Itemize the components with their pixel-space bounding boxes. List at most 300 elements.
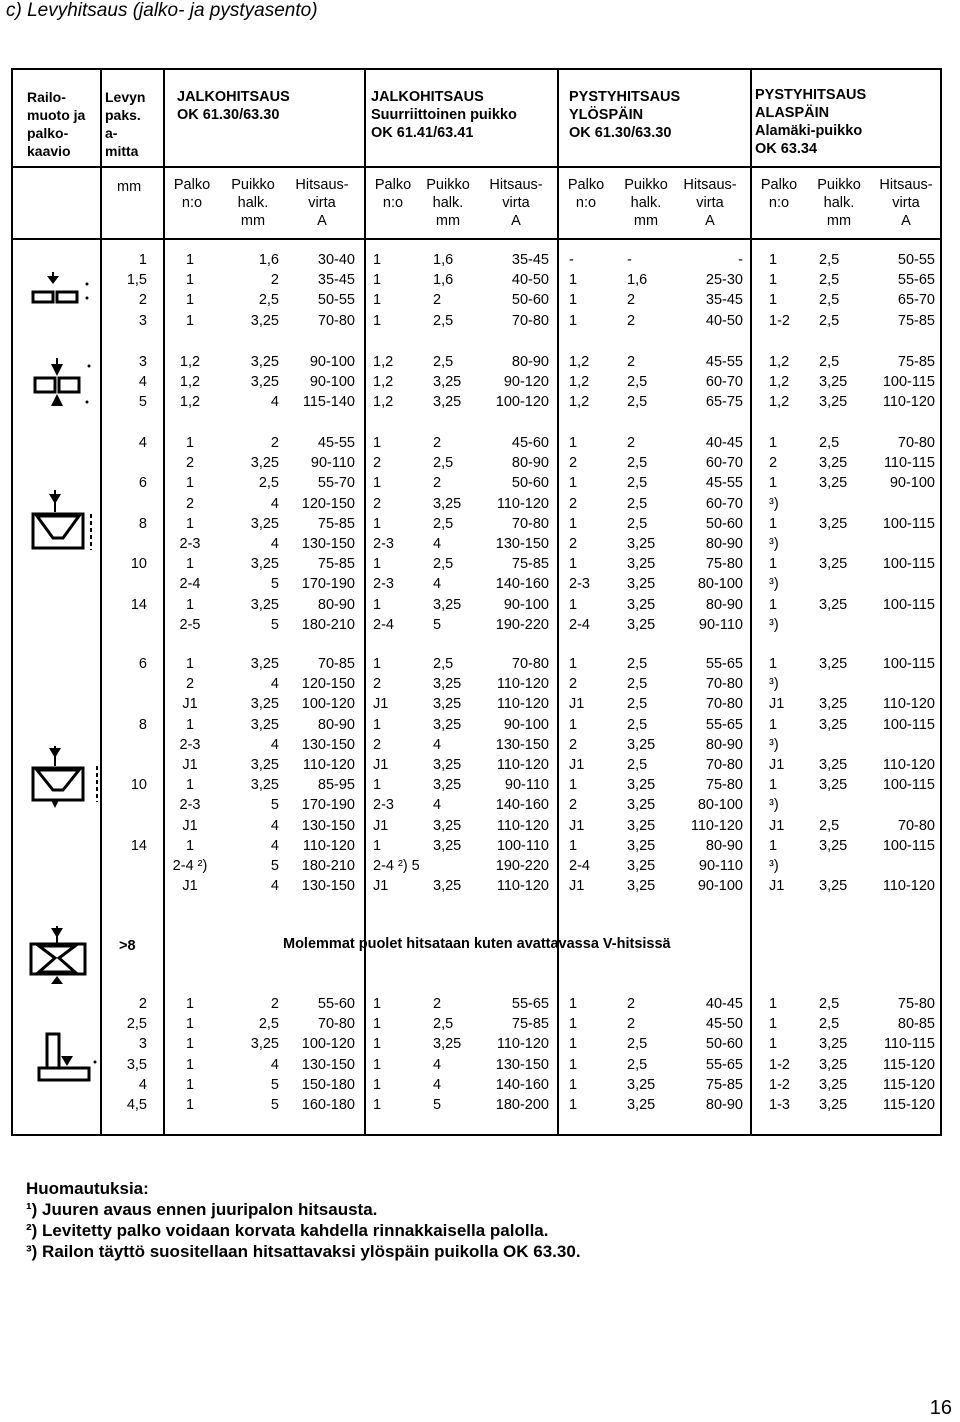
table-cell: 45-55: [317, 435, 355, 451]
table-cell: 2,5: [433, 312, 454, 329]
table-cell: 140-160: [495, 1076, 549, 1093]
table-cell: 90-110: [310, 455, 355, 472]
table-cell: 90-100: [889, 475, 935, 492]
table-cell: 3,25: [819, 837, 848, 854]
table-cell: -: [627, 252, 632, 268]
page-number: 16: [929, 1397, 952, 1419]
special-row-text: Molemmat puolet hitsataan kuten avattavassa V-hitsissä: [283, 936, 671, 952]
table-cell: 130-150: [301, 817, 355, 834]
table-cell: 2-5: [179, 616, 201, 633]
table-cell: J1: [769, 878, 785, 895]
table-cell: J1: [373, 817, 389, 834]
table-cell: 2: [433, 435, 442, 451]
table-cell: 2-3: [179, 797, 201, 814]
table-cell: ³): [769, 736, 779, 753]
table-cell: ³): [769, 616, 779, 633]
table-cell: 2: [627, 312, 636, 329]
table-cell: 2-4: [569, 616, 590, 633]
table-cell: 1,2: [769, 394, 790, 411]
t-fillet-joint-icon: [37, 1028, 107, 1082]
table-cell: 3,25: [819, 556, 848, 573]
table-cell: 3,25: [627, 817, 656, 834]
table-cell: 1: [373, 1076, 382, 1093]
table-cell: 2: [769, 455, 778, 472]
table-cell: 1: [769, 1016, 778, 1033]
subheader-palko: Palko n:o: [567, 177, 605, 211]
table-cell: 1: [569, 515, 578, 532]
table-cell: 1,2: [373, 354, 394, 370]
table-cell: 3,25: [250, 757, 279, 773]
table-cell: 1: [569, 1076, 578, 1093]
subheader-palko: Palko n:o: [760, 177, 798, 211]
table-cell: 1: [569, 475, 578, 492]
table-cell: 55-70: [317, 475, 355, 492]
table-cell: 3,25: [433, 1036, 462, 1053]
table-cell: 1: [373, 996, 382, 1012]
table-cell: 120-150: [301, 495, 355, 512]
table-cell: 60-70: [705, 495, 743, 512]
table-cell: 80-100: [697, 576, 743, 593]
table-cell: 2,5: [126, 1016, 147, 1033]
table-cell: 3,25: [433, 757, 462, 773]
table-cell: 2: [270, 996, 279, 1012]
table-cell: 85-95: [317, 777, 355, 794]
table-cell: 2: [433, 292, 442, 309]
table-cell: 2,5: [433, 556, 454, 573]
table-cell: 14: [130, 596, 147, 613]
table-cell: 40-45: [705, 435, 743, 451]
table-cell: 2-3: [373, 576, 394, 593]
table-cell: 2,5: [819, 1016, 840, 1033]
table-cell: J1: [769, 817, 785, 834]
table-cell: 80-85: [897, 1016, 935, 1033]
table-cell: 2: [270, 435, 279, 451]
table-cell: 2,5: [819, 312, 840, 329]
table-cell: 110-120: [882, 757, 935, 773]
table-cell: 60-70: [705, 374, 743, 391]
table-cell: 2-4: [569, 858, 590, 874]
note-3: ³) Railon täyttö suositellaan hitsattavaksi ylöspäin puikolla OK 63.30.: [26, 1242, 581, 1261]
table-cell: 50-60: [511, 292, 549, 309]
table-cell: 3,25: [433, 374, 462, 391]
table-cell: 100-115: [882, 374, 935, 391]
table-cell: 1: [373, 252, 382, 268]
header-pystyhitsaus-ylos: PYSTYHITSAUS YLÖSPÄIN OK 61.30/63.30: [569, 89, 681, 141]
table-cell: 130-150: [301, 1056, 355, 1073]
table-cell: 1: [185, 252, 195, 268]
table-cell: 2: [185, 495, 195, 512]
table-cell: 100-120: [301, 1036, 355, 1053]
table-cell: 1: [185, 837, 195, 854]
table-cell: 3,25: [627, 556, 656, 573]
table-cell: 140-160: [495, 576, 549, 593]
table-cell: 80-90: [317, 596, 355, 613]
double-sided-butt-joint-icon: [29, 358, 95, 414]
table-cell: 2: [138, 996, 147, 1012]
table-cell: 2: [185, 455, 195, 472]
table-cell: 1: [185, 556, 195, 573]
table-cell: 1: [373, 292, 382, 309]
table-cell: 70-80: [705, 757, 743, 773]
table-cell: 1,2: [769, 354, 790, 370]
table-cell: 2: [138, 292, 147, 309]
table-cell: 1,6: [433, 252, 454, 268]
table-cell: 1: [373, 556, 382, 573]
table-cell: 1: [769, 837, 778, 854]
table-cell: 3,25: [250, 656, 279, 672]
note-2: ²) Levitetty palko voidaan korvata kahdella rinnakkaisella palolla.: [26, 1221, 549, 1240]
table-cell: ³): [769, 495, 779, 512]
table-cell: 1,2: [373, 374, 394, 391]
table-cell: 4: [138, 374, 147, 391]
table-cell: 2,5: [627, 656, 648, 672]
table-cell: 3: [138, 312, 147, 329]
table-cell: 1,6: [627, 272, 648, 289]
header-levyn-paksuus: Levyn paks. a- mitta: [105, 89, 146, 159]
v-groove-joint-icon: [27, 490, 97, 556]
table-cell: 3,25: [433, 596, 462, 613]
table-cell: 1: [185, 272, 195, 289]
table-cell: 55-65: [705, 656, 743, 672]
table-cell: 1,2: [569, 374, 590, 391]
table-cell: 14: [130, 837, 147, 854]
table-cell: 35-45: [511, 252, 549, 268]
table-cell: 6: [138, 656, 147, 672]
table-cell: 2-3: [373, 536, 394, 552]
table-cell: 1-3: [769, 1097, 790, 1113]
table-cell: 170-190: [301, 576, 355, 593]
table-cell: 1: [769, 435, 778, 451]
subheader-virta: Hitsaus- virta A: [489, 177, 543, 229]
table-cell: 1: [569, 596, 578, 613]
table-cell: 110-120: [302, 757, 355, 773]
table-cell: 115-120: [882, 1056, 935, 1073]
table-cell: 1: [569, 435, 578, 451]
table-cell: 3,25: [433, 837, 462, 854]
table-cell: 5: [138, 394, 147, 411]
table-cell: 100-115: [882, 596, 935, 613]
table-cell: 1: [769, 515, 778, 532]
table-cell: 30-40: [317, 252, 355, 268]
table-cell: 2,5: [819, 435, 840, 451]
table-cell: 1: [185, 515, 195, 532]
table-cell: 45-55: [705, 354, 743, 370]
table-cell: 1,2: [373, 394, 394, 411]
subheader-virta: Hitsaus- virta A: [683, 177, 737, 229]
table-cell: 2: [627, 354, 636, 370]
table-cell: 100-120: [301, 696, 355, 713]
table-cell: 70-85: [317, 656, 355, 672]
table-cell: 3,25: [250, 777, 279, 794]
table-cell: 3,25: [819, 716, 848, 733]
table-cell: -: [569, 252, 574, 268]
table-cell: 3,25: [627, 1097, 656, 1113]
table-cell: 1: [373, 1016, 382, 1033]
table-cell: 3,25: [627, 837, 656, 854]
table-cell: 3,25: [819, 757, 848, 773]
table-cell: 1: [569, 272, 578, 289]
table-cell: 5: [270, 616, 279, 633]
table-cell: 90-100: [697, 878, 743, 895]
table-cell: 100-115: [882, 656, 935, 672]
table-cell: 190-220: [495, 616, 549, 633]
table-cell: J1: [569, 757, 585, 773]
table-cell: 1: [769, 475, 778, 492]
table-cell: 1: [569, 716, 578, 733]
table-cell: 3,25: [627, 878, 656, 895]
subheader-puikko: Puikko halk. mm: [817, 177, 861, 229]
table-cell: 2: [373, 495, 382, 512]
table-cell: 4: [433, 797, 442, 814]
table-cell: 2-3: [569, 576, 590, 593]
table-cell: 130-150: [495, 536, 549, 552]
table-cell: 35-45: [705, 292, 743, 309]
table-cell: 3,25: [819, 1097, 848, 1113]
table-cell: 2-4 ²) 5: [373, 858, 420, 874]
table-cell: 100-115: [882, 716, 935, 733]
table-cell: 3,25: [819, 515, 848, 532]
table-cell: 1: [373, 1097, 382, 1113]
table-cell: 1: [185, 716, 195, 733]
table-cell: 2,5: [819, 292, 840, 309]
table-cell: 3,25: [250, 312, 279, 329]
v-groove-backing-joint-icon: [27, 746, 107, 816]
col-divider: [557, 70, 559, 1134]
table-cell: 2,5: [627, 374, 648, 391]
table-cell: 110-120: [496, 1036, 549, 1053]
table-cell: 1: [769, 996, 778, 1012]
table-cell: J1: [769, 696, 785, 713]
table-cell: 1,2: [769, 374, 790, 391]
table-cell: 50-60: [705, 1036, 743, 1053]
table-cell: J1: [373, 878, 389, 895]
table-cell: 2,5: [433, 515, 454, 532]
table-cell: J1: [769, 757, 785, 773]
table-cell: 1: [185, 596, 195, 613]
table-cell: 115-120: [882, 1097, 935, 1113]
table-cell: 3,5: [126, 1056, 147, 1073]
table-cell: 4: [270, 1056, 279, 1073]
header-railomuoto: Railo- muoto ja palko- kaavio: [27, 89, 86, 159]
table-cell: 3,25: [433, 676, 462, 693]
table-cell: 75-85: [317, 515, 355, 532]
table-cell: 10: [130, 556, 147, 573]
table-cell: J1: [373, 696, 389, 713]
table-cell: 1: [769, 556, 778, 573]
table-cell: 2,5: [627, 475, 648, 492]
table-cell: 110-120: [882, 878, 935, 895]
table-cell: 2-3: [179, 736, 201, 753]
table-cell: 1: [373, 777, 382, 794]
table-cell: 70-80: [511, 515, 549, 532]
table-cell: 110-120: [496, 878, 549, 895]
table-cell: 5: [433, 1097, 442, 1113]
table-cell: 110-115: [883, 455, 935, 472]
table-cell: 75-85: [317, 556, 355, 573]
table-cell: 1: [769, 716, 778, 733]
table-cell: 2: [373, 455, 382, 472]
table-cell: 2,5: [627, 394, 648, 411]
table-cell: 2: [569, 536, 578, 552]
table-cell: 3,25: [433, 495, 462, 512]
header-divider: [13, 166, 940, 168]
table-cell: 3,25: [250, 374, 279, 391]
table-cell: 1: [569, 837, 578, 854]
header-jalkohitsaus-2: JALKOHITSAUS Suurriittoinen puikko OK 61.41/63.41: [371, 89, 517, 141]
table-cell: 3,25: [819, 878, 848, 895]
table-cell: 110-120: [882, 394, 935, 411]
table-cell: 70-80: [897, 435, 935, 451]
table-cell: 100-115: [882, 837, 935, 854]
table-cell: 2,5: [819, 996, 840, 1012]
table-cell: 130-150: [301, 878, 355, 895]
table-cell: 2,5: [433, 354, 454, 370]
header-pystyhitsaus-alas: PYSTYHITSAUS ALASPÄIN Alamäki-puikko OK 63.34: [755, 87, 867, 157]
table-cell: 1: [185, 312, 195, 329]
table-cell: 3,25: [250, 1036, 279, 1053]
table-cell: J1: [373, 757, 389, 773]
table-cell: 3,25: [627, 736, 656, 753]
subheader-palko: Palko n:o: [374, 177, 412, 211]
table-cell: 1: [769, 1036, 778, 1053]
table-cell: 1: [769, 272, 778, 289]
table-cell: 2,5: [627, 495, 648, 512]
subheader-virta: Hitsaus- virta A: [295, 177, 349, 229]
table-cell: 1,2: [179, 394, 201, 411]
table-cell: 1-2: [769, 1076, 790, 1093]
table-cell: 1: [373, 435, 382, 451]
table-cell: 50-60: [511, 475, 549, 492]
table-cell: 3,25: [627, 1076, 656, 1093]
table-cell: 3: [138, 354, 147, 370]
table-cell: 2: [627, 292, 636, 309]
table-cell: 40-50: [705, 312, 743, 329]
table-cell: 4: [433, 536, 442, 552]
table-cell: 3: [138, 1036, 147, 1053]
subheader-virta: Hitsaus- virta A: [879, 177, 933, 229]
table-cell: 2: [185, 676, 195, 693]
table-cell: J1: [569, 696, 585, 713]
table-cell: 90-100: [309, 374, 355, 391]
table-cell: 2,5: [258, 1016, 279, 1033]
table-cell: 2: [569, 455, 578, 472]
table-cell: 80-90: [317, 716, 355, 733]
table-cell: 40-45: [705, 996, 743, 1012]
table-cell: 110-120: [302, 837, 355, 854]
table-cell: 110-120: [882, 696, 935, 713]
table-cell: 2,5: [627, 1036, 648, 1053]
x-groove-joint-icon: [25, 926, 95, 986]
table-cell: 5: [270, 858, 279, 874]
table-cell: 100-115: [882, 556, 935, 573]
table-cell: 2: [627, 435, 636, 451]
table-cell: 3,25: [819, 1036, 848, 1053]
table-cell: 2-4 ²): [172, 858, 208, 874]
table-cell: 1,2: [569, 394, 590, 411]
table-cell: ³): [769, 676, 779, 693]
table-cell: 1: [569, 292, 578, 309]
table-cell: 90-100: [503, 716, 549, 733]
table-cell: 115-120: [882, 1076, 935, 1093]
table-cell: 1-2: [769, 1056, 790, 1073]
table-cell: ³): [769, 576, 779, 593]
col-divider: [364, 70, 366, 1134]
table-cell: 75-85: [897, 312, 935, 329]
table-cell: 3,25: [819, 394, 848, 411]
table-cell: 90-110: [504, 777, 549, 794]
table-cell: 1,5: [126, 272, 147, 289]
table-cell: 1: [373, 596, 382, 613]
table-cell: 110-120: [690, 817, 743, 834]
table-cell: 130-150: [301, 736, 355, 753]
table-cell: 70-80: [705, 676, 743, 693]
table-cell: -: [738, 252, 743, 268]
table-cell: 2,5: [819, 252, 840, 268]
table-cell: 4: [138, 435, 147, 451]
table-cell: 5: [433, 616, 442, 633]
table-cell: 2,5: [819, 817, 840, 834]
table-cell: 3,25: [627, 536, 656, 552]
table-cell: 90-100: [309, 354, 355, 370]
table-cell: 45-60: [511, 435, 549, 451]
subheader-palko: Palko n:o: [173, 177, 211, 211]
table-cell: 1: [185, 475, 195, 492]
table-cell: 90-120: [503, 374, 549, 391]
table-cell: 40-50: [511, 272, 549, 289]
table-cell: 1: [138, 252, 147, 268]
table-cell: 2,5: [627, 1056, 648, 1073]
table-cell: 2: [433, 996, 442, 1012]
table-cell: 3,25: [819, 777, 848, 794]
table-cell: 3,25: [250, 515, 279, 532]
subheader-puikko: Puikko halk. mm: [231, 177, 275, 229]
table-cell: 75-85: [511, 556, 549, 573]
table-cell: 2-4: [373, 616, 394, 633]
table-cell: 1: [569, 312, 578, 329]
table-cell: 1: [185, 777, 195, 794]
table-cell: 50-55: [897, 252, 935, 268]
table-cell: 2,5: [627, 676, 648, 693]
table-cell: 3,25: [627, 576, 656, 593]
table-cell: 80-90: [511, 354, 549, 370]
table-cell: 1,2: [179, 374, 201, 391]
table-cell: 3,25: [433, 878, 462, 895]
table-cell: J1: [182, 696, 198, 713]
table-cell: 1: [185, 1036, 195, 1053]
table-cell: 110-120: [496, 495, 549, 512]
table-cell: 4: [270, 495, 279, 512]
table-cell: 1: [373, 515, 382, 532]
table-cell: 2,5: [258, 292, 279, 309]
table-cell: 2-4: [179, 576, 201, 593]
table-cell: 4: [270, 878, 279, 895]
table-cell: 140-160: [495, 797, 549, 814]
table-cell: 3,25: [250, 696, 279, 713]
table-cell: 1: [185, 996, 195, 1012]
table-cell: J1: [182, 817, 198, 834]
table-cell: 3,25: [250, 556, 279, 573]
table-cell: J1: [182, 878, 198, 895]
table-cell: 170-190: [301, 797, 355, 814]
table-cell: 1,6: [258, 252, 279, 268]
table-cell: 1: [569, 656, 578, 672]
table-cell: 3,25: [250, 354, 279, 370]
table-cell: 3,25: [250, 596, 279, 613]
table-cell: 4: [270, 394, 279, 411]
table-cell: 45-50: [705, 1016, 743, 1033]
table-cell: 2: [569, 495, 578, 512]
table-cell: 1: [185, 1076, 195, 1093]
